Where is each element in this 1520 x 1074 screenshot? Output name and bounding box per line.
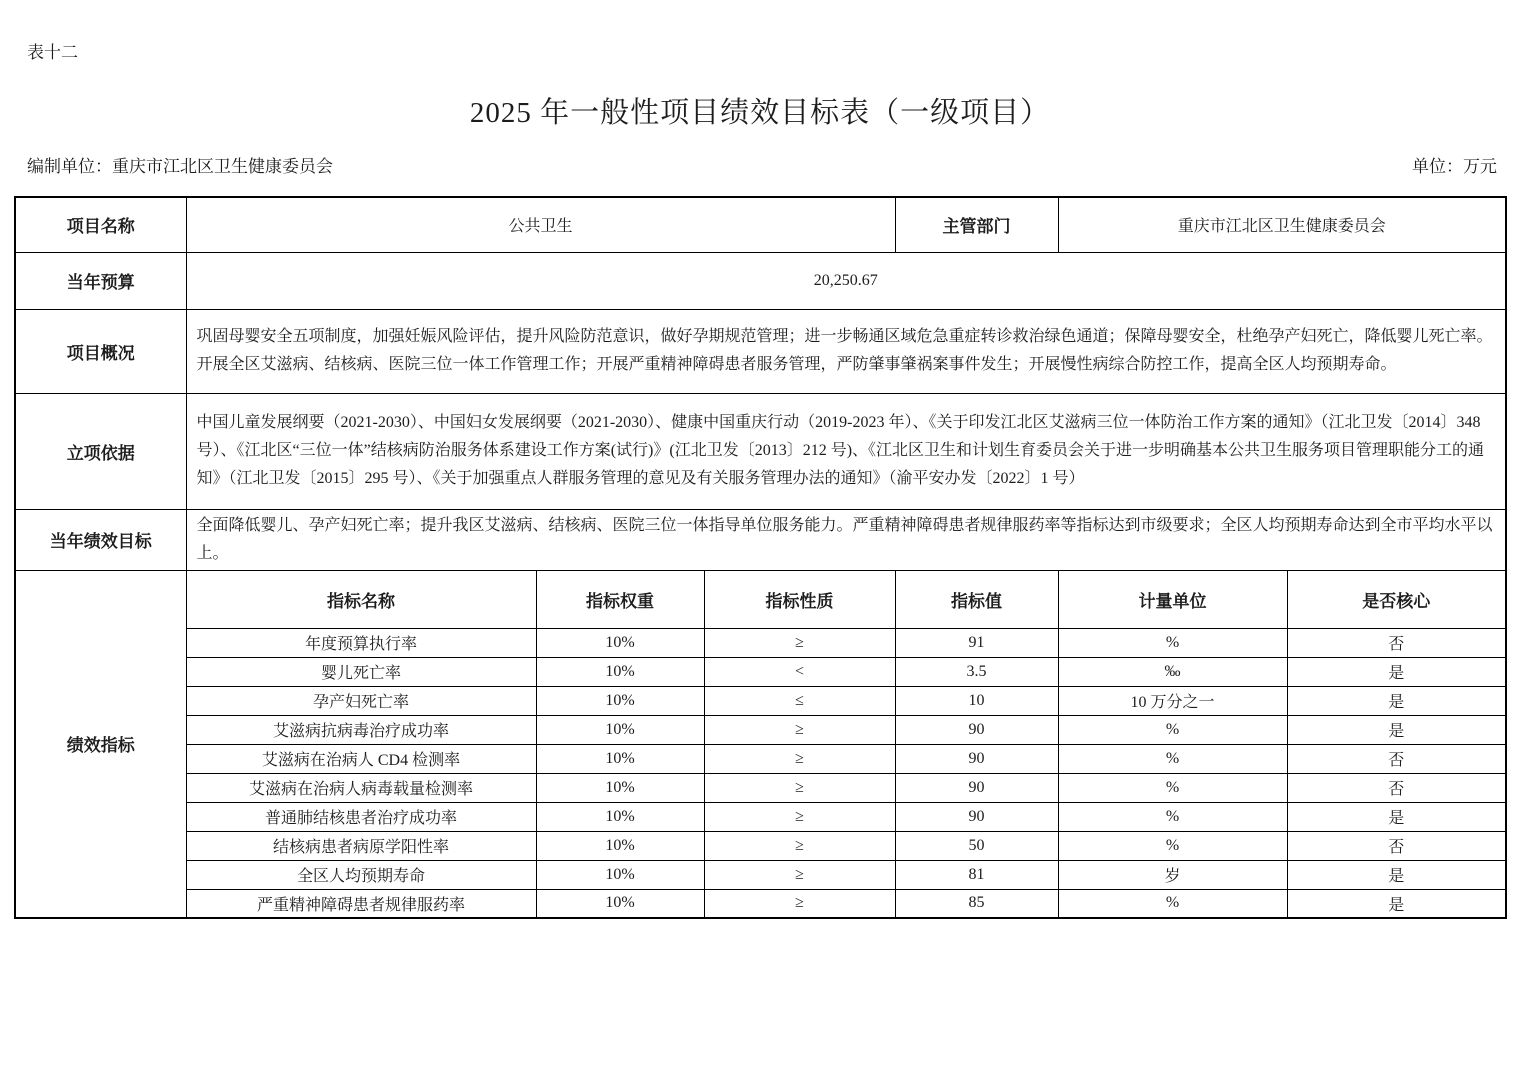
indicator-weight: 10% bbox=[536, 860, 704, 889]
indicator-core: 否 bbox=[1287, 773, 1506, 802]
indicator-nature: ≥ bbox=[704, 628, 895, 657]
overview-text: 巩固母婴安全五项制度，加强妊娠风险评估，提升风险防范意识，做好孕期规范管理；进一步畅通区域危急重症转诊救治绿色通道；保障母婴安全，杜绝孕产妇死亡，降低婴儿死亡率。开展全区艾滋病、结核病、医院三位一体工作管理工作；开展严重精神障碍患者服务管理，严防肇事肇祸案事件发生；开展慢性病综合防控工作，提高全区人均预期寿命。 bbox=[186, 309, 1506, 393]
indicator-core: 否 bbox=[1287, 744, 1506, 773]
indicator-name: 艾滋病在治病人病毒载量检测率 bbox=[186, 773, 536, 802]
indicator-row bbox=[15, 860, 1506, 889]
indicator-header-row bbox=[15, 570, 1506, 628]
indicator-nature: ≥ bbox=[704, 744, 895, 773]
header-indicator-value: 指标值 bbox=[895, 570, 1058, 628]
header-indicator-weight: 指标权重 bbox=[536, 570, 704, 628]
indicator-unit: % bbox=[1058, 715, 1287, 744]
indicator-weight: 10% bbox=[536, 889, 704, 918]
budget-value: 20,250.67 bbox=[186, 252, 1506, 309]
indicator-name: 婴儿死亡率 bbox=[186, 657, 536, 686]
indicator-nature: < bbox=[704, 657, 895, 686]
indicator-weight: 10% bbox=[536, 715, 704, 744]
performance-target-table bbox=[14, 196, 1507, 919]
indicator-weight: 10% bbox=[536, 686, 704, 715]
indicator-value: 3.5 bbox=[895, 657, 1058, 686]
indicator-nature: ≥ bbox=[704, 802, 895, 831]
indicator-weight: 10% bbox=[536, 744, 704, 773]
project-name-value: 公共卫生 bbox=[186, 197, 895, 252]
prepared-by-label: 编制单位：重庆市江北区卫生健康委员会 bbox=[27, 157, 333, 176]
indicator-weight: 10% bbox=[536, 773, 704, 802]
indicator-row bbox=[15, 744, 1506, 773]
basis-label: 立项依据 bbox=[15, 393, 186, 509]
indicator-name: 艾滋病在治病人 CD4 检测率 bbox=[186, 744, 536, 773]
overview-label: 项目概况 bbox=[15, 309, 186, 393]
row-project-name bbox=[15, 197, 1506, 252]
header-indicator-unit: 计量单位 bbox=[1058, 570, 1287, 628]
header-indicator-nature: 指标性质 bbox=[704, 570, 895, 628]
indicator-weight: 10% bbox=[536, 657, 704, 686]
indicator-name: 年度预算执行率 bbox=[186, 628, 536, 657]
indicator-unit: 岁 bbox=[1058, 860, 1287, 889]
indicator-nature: ≤ bbox=[704, 686, 895, 715]
indicator-weight: 10% bbox=[536, 831, 704, 860]
indicator-name: 结核病患者病原学阳性率 bbox=[186, 831, 536, 860]
indicator-nature: ≥ bbox=[704, 831, 895, 860]
indicator-nature: ≥ bbox=[704, 715, 895, 744]
indicator-value: 90 bbox=[895, 773, 1058, 802]
indicator-row bbox=[15, 657, 1506, 686]
indicator-row bbox=[15, 628, 1506, 657]
indicator-core: 是 bbox=[1287, 889, 1506, 918]
indicator-row bbox=[15, 686, 1506, 715]
indicator-row bbox=[15, 773, 1506, 802]
header-indicator-core: 是否核心 bbox=[1287, 570, 1506, 628]
indicator-name: 艾滋病抗病毒治疗成功率 bbox=[186, 715, 536, 744]
indicator-unit: % bbox=[1058, 628, 1287, 657]
indicator-weight: 10% bbox=[536, 628, 704, 657]
indicator-name: 普通肺结核患者治疗成功率 bbox=[186, 802, 536, 831]
indicator-row bbox=[15, 889, 1506, 918]
goal-label: 当年绩效目标 bbox=[15, 509, 186, 570]
unit-note: 单位：万元 bbox=[1412, 157, 1497, 176]
goal-text: 全面降低婴儿、孕产妇死亡率；提升我区艾滋病、结核病、医院三位一体指导单位服务能力。严重精神障碍患者规律服药率等指标达到市级要求；全区人均预期寿命达到全市平均水平以上。 bbox=[186, 509, 1506, 570]
indicator-value: 90 bbox=[895, 744, 1058, 773]
header-indicator-name: 指标名称 bbox=[186, 570, 536, 628]
dept-label: 主管部门 bbox=[895, 197, 1058, 252]
indicator-unit: % bbox=[1058, 744, 1287, 773]
indicator-nature: ≥ bbox=[704, 860, 895, 889]
indicator-value: 90 bbox=[895, 802, 1058, 831]
project-name-label: 项目名称 bbox=[15, 197, 186, 252]
indicator-core: 是 bbox=[1287, 657, 1506, 686]
indicator-unit: 10 万分之一 bbox=[1058, 686, 1287, 715]
indicator-unit: ‰ bbox=[1058, 657, 1287, 686]
indicator-row bbox=[15, 715, 1506, 744]
table-number-tag: 表十二 bbox=[27, 43, 78, 62]
indicator-name: 严重精神障碍患者规律服药率 bbox=[186, 889, 536, 918]
indicator-core: 是 bbox=[1287, 860, 1506, 889]
basis-text: 中国儿童发展纲要（2021-2030）、中国妇女发展纲要（2021-2030）、健康中国重庆行动（2019-2023 年）、《关于印发江北区艾滋病三位一体防治工作方案的通知》（江北卫发〔2014〕348 号）、《江北区“三位一体”结核病防治服务体系建设工作方案(试行)》(江北卫发〔2013〕212 号)、《江北区卫生和计划生育委员会关于进一步明确基本公共卫生服务项目管理职能分工的通知》（江北卫发〔2015〕295 号）、《关于加强重点人群服务管理的意见及有关服务管理办法的通知》（渝平安办发〔2022〕1 号） bbox=[186, 393, 1506, 509]
indicator-nature: ≥ bbox=[704, 773, 895, 802]
indicator-name: 全区人均预期寿命 bbox=[186, 860, 536, 889]
budget-label: 当年预算 bbox=[15, 252, 186, 309]
indicator-unit: % bbox=[1058, 802, 1287, 831]
page-title: 2025 年一般性项目绩效目标表（一级项目） bbox=[469, 97, 1051, 129]
indicator-name: 孕产妇死亡率 bbox=[186, 686, 536, 715]
indicator-value: 85 bbox=[895, 889, 1058, 918]
row-goal bbox=[15, 509, 1506, 570]
row-budget bbox=[15, 252, 1506, 309]
indicators-label: 绩效指标 bbox=[15, 570, 186, 918]
indicator-core: 是 bbox=[1287, 715, 1506, 744]
indicator-row bbox=[15, 802, 1506, 831]
indicator-unit: % bbox=[1058, 773, 1287, 802]
indicator-value: 50 bbox=[895, 831, 1058, 860]
indicator-core: 否 bbox=[1287, 831, 1506, 860]
indicator-value: 10 bbox=[895, 686, 1058, 715]
dept-value: 重庆市江北区卫生健康委员会 bbox=[1058, 197, 1506, 252]
indicator-value: 81 bbox=[895, 860, 1058, 889]
meta-row bbox=[27, 152, 1497, 177]
indicator-core: 是 bbox=[1287, 802, 1506, 831]
indicator-core: 否 bbox=[1287, 628, 1506, 657]
row-basis bbox=[15, 393, 1506, 509]
indicator-core: 是 bbox=[1287, 686, 1506, 715]
indicator-unit: % bbox=[1058, 831, 1287, 860]
indicator-unit: % bbox=[1058, 889, 1287, 918]
indicator-value: 90 bbox=[895, 715, 1058, 744]
indicator-nature: ≥ bbox=[704, 889, 895, 918]
row-overview bbox=[15, 309, 1506, 393]
indicator-row bbox=[15, 831, 1506, 860]
indicator-value: 91 bbox=[895, 628, 1058, 657]
indicator-weight: 10% bbox=[536, 802, 704, 831]
